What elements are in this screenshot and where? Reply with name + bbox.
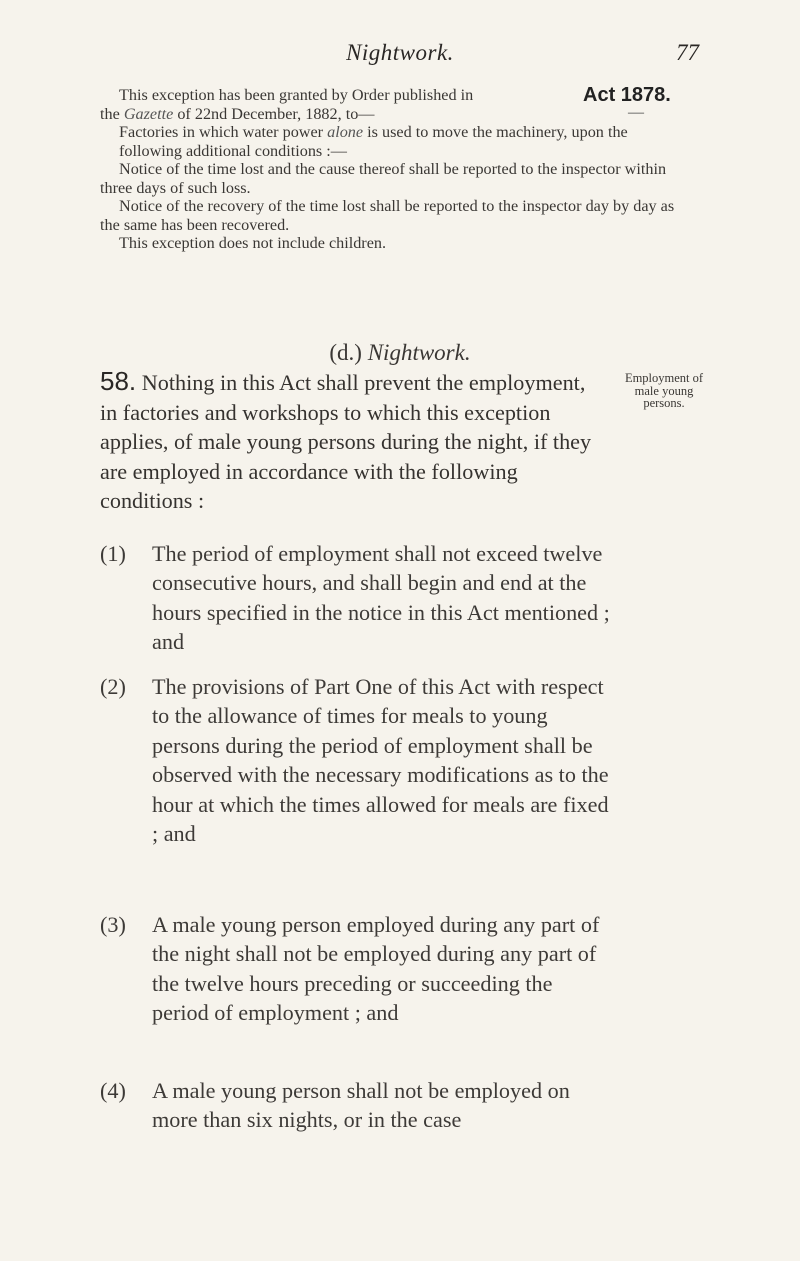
condition-item xyxy=(100,910,620,1028)
margin-note: Employment of male young persons. xyxy=(624,371,704,410)
condition-number: (2) xyxy=(100,674,126,699)
condition-text: The period of employment shall not exceed twelve consecutive hours, and shall begin and end at the hours specified in the notice in this Act mentioned ; and xyxy=(152,541,610,655)
factories-paragraph xyxy=(100,123,690,160)
notice-loss: Notice of the time lost and the cause thereof shall be reported to the inspector within three days of such loss. xyxy=(100,160,667,197)
condition-text: A male young person employed during any part of the night shall not be employed during any part of the twelve hours preceding or succeeding the period of employment ; and xyxy=(152,912,600,1026)
section-heading-label: Nightwork. xyxy=(367,340,471,365)
exception-notice xyxy=(100,86,690,253)
intro-line-text: This exception has been granted by Order published in xyxy=(119,86,474,104)
section-number: 58. xyxy=(100,366,137,396)
condition-item xyxy=(100,539,620,657)
condition-number: (1) xyxy=(100,541,126,566)
page-number: 77 xyxy=(676,40,699,65)
condition-item xyxy=(100,672,620,848)
factories-suffix: is used to move the machinery, upon the following additional conditions :— xyxy=(119,123,628,160)
exception-exclusion: This exception does not include children. xyxy=(119,234,387,252)
gazette-suffix: of 22nd December, 1882, to— xyxy=(177,104,375,123)
section-text: Nothing in this Act shall prevent the employment, in factories and workshops to which this exception applies, of male young persons during the night, if they are employed in accordance with the following conditions : xyxy=(100,370,592,514)
condition-text: A male young person shall not be employed on more than six nights, or in the case xyxy=(152,1078,570,1133)
act-reference-dash: — xyxy=(628,104,644,121)
notice-recovery: Notice of the recovery of the time lost shall be reported to the inspector day by day as the same has been recovered. xyxy=(100,197,675,234)
act-reference: Act 1878. xyxy=(583,84,671,106)
factories-emphasis: alone xyxy=(327,123,364,141)
running-title: Nightwork. xyxy=(346,40,454,65)
condition-number: (3) xyxy=(100,912,126,937)
section-58 xyxy=(100,367,598,516)
section-heading xyxy=(0,340,800,366)
gazette-line xyxy=(100,105,690,124)
gazette-title: Gazette xyxy=(123,104,174,123)
condition-text: The provisions of Part One of this Act with respect to the allowance of times for meals to young persons during the period of employment shall be observed with the necessary modifications as to the hour at which the times allowed for meals are fixed ; and xyxy=(152,674,609,847)
factories-prefix: Factories in which water power xyxy=(119,123,324,141)
condition-item xyxy=(100,1076,620,1135)
section-heading-prefix: (d.) xyxy=(329,340,362,365)
gazette-prefix: the xyxy=(100,104,120,123)
condition-number: (4) xyxy=(100,1078,126,1103)
intro-line xyxy=(100,86,690,105)
